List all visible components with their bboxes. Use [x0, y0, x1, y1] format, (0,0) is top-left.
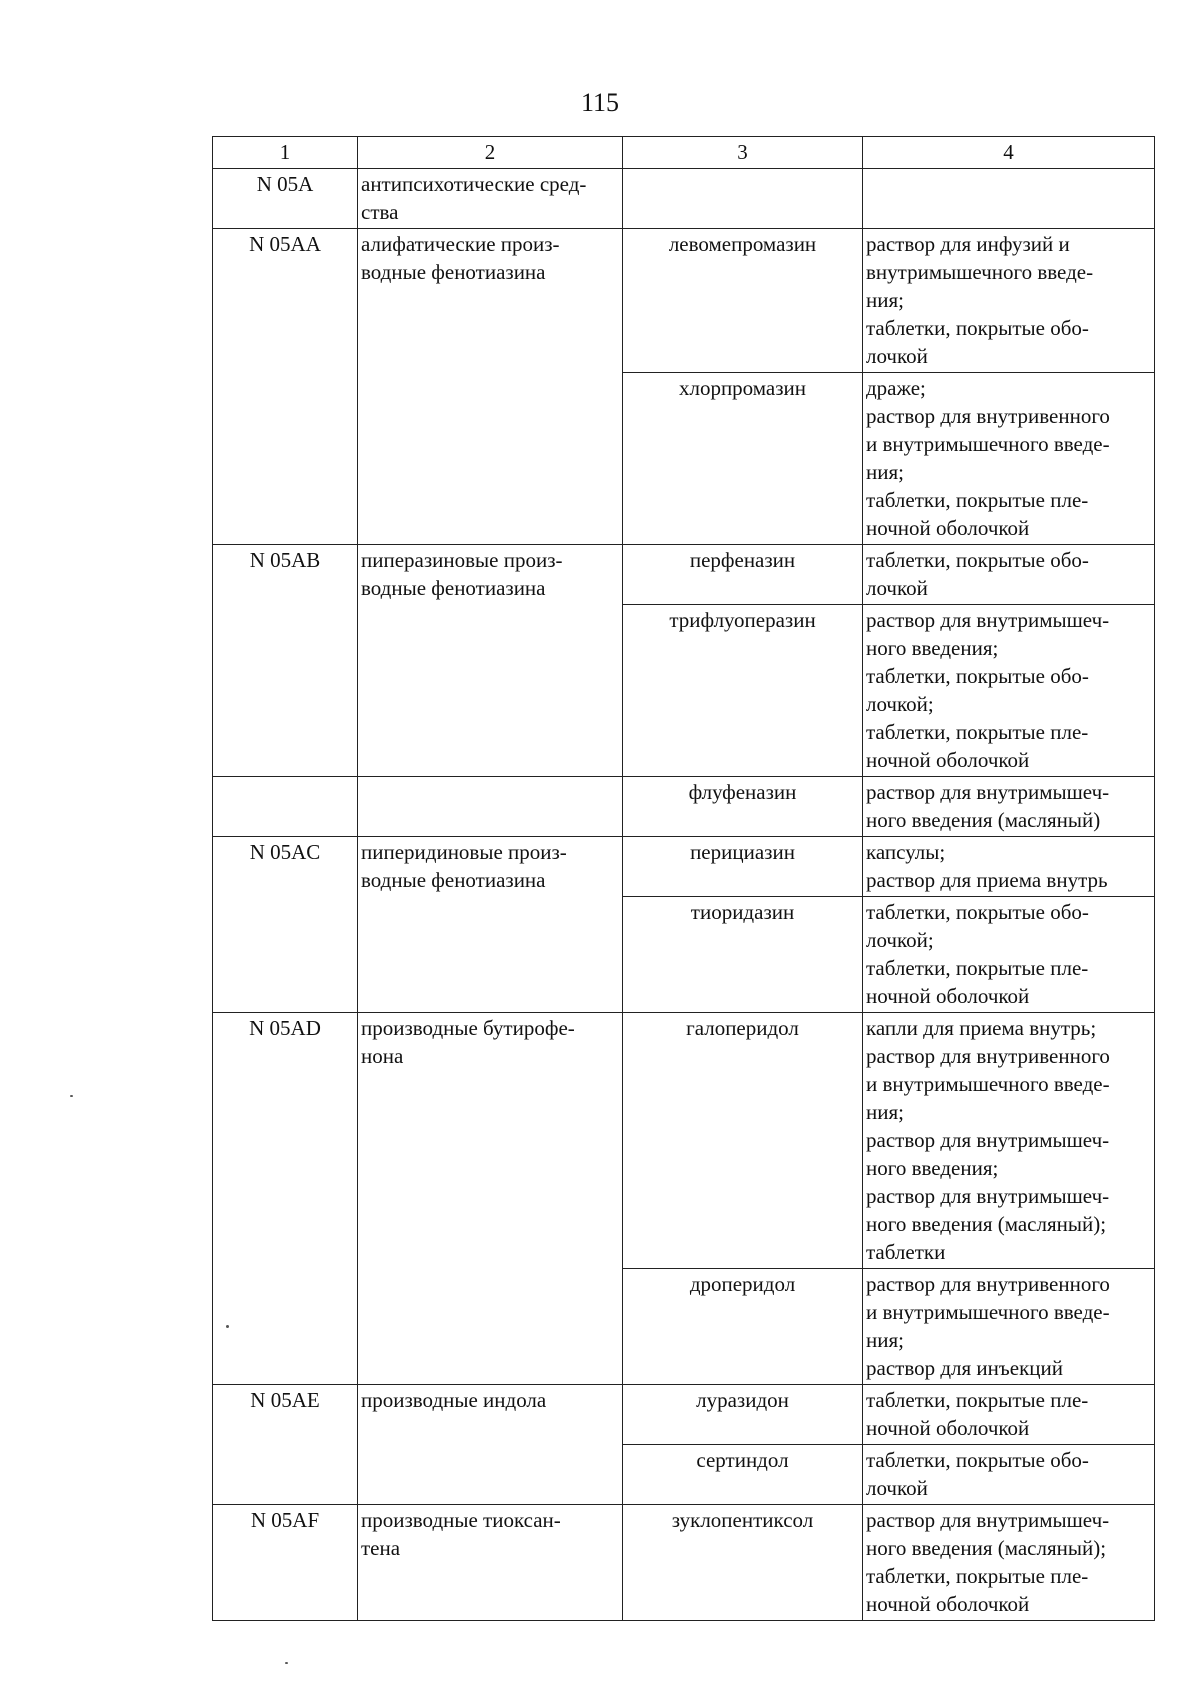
form-line: и внутримышечного введе-	[866, 1300, 1110, 1324]
group-line: нона	[361, 1044, 404, 1068]
form-line: раствор для внутримышеч-	[866, 1184, 1110, 1208]
atc-code: N 05AD	[213, 1013, 358, 1385]
form-line: таблетки, покрытые обо-	[866, 548, 1089, 572]
form-line: раствор для внутривенного	[866, 1272, 1110, 1296]
group-line: пиперидиновые произ-	[361, 840, 567, 864]
form-line: раствор для внутримышеч-	[866, 1508, 1110, 1532]
atc-code: N 05AE	[213, 1385, 358, 1505]
form-line: таблетки, покрытые обо-	[866, 316, 1089, 340]
atc-code	[213, 777, 358, 837]
form-line: лочкой;	[866, 928, 934, 952]
drug-name: левомепромазин	[623, 229, 863, 373]
form-line: раствор для внутривенного	[866, 1044, 1110, 1068]
dosage-forms	[863, 1269, 1155, 1385]
header-row	[213, 137, 1155, 169]
table-row	[213, 1505, 1155, 1621]
scan-speck	[285, 1662, 288, 1664]
form-line: ния;	[866, 288, 904, 312]
group-line: пиперазиновые произ-	[361, 548, 563, 572]
form-line: таблетки, покрытые пле-	[866, 720, 1089, 744]
dosage-forms	[863, 1505, 1155, 1621]
drug-name: тиоридазин	[623, 897, 863, 1013]
form-line: драже;	[866, 376, 926, 400]
form-line: раствор для инъекций	[866, 1356, 1063, 1380]
atc-code: N 05AC	[213, 837, 358, 1013]
drug-name: зуклопентиксол	[623, 1505, 863, 1621]
scan-speck	[226, 1325, 229, 1328]
form-line: ния;	[866, 1100, 904, 1124]
form-line: таблетки, покрытые обо-	[866, 1448, 1089, 1472]
form-line: капсулы;	[866, 840, 946, 864]
group-line: водные фенотиазина	[361, 576, 546, 600]
dosage-forms	[863, 1013, 1155, 1269]
drug-name: перфеназин	[623, 545, 863, 605]
form-line: и внутримышечного введе-	[866, 432, 1110, 456]
drug-name	[623, 169, 863, 229]
form-line: ния;	[866, 460, 904, 484]
group-line: производные индола	[361, 1388, 547, 1412]
form-line: раствор для внутримышеч-	[866, 1128, 1110, 1152]
column-header: 1	[213, 137, 358, 169]
drug-name: флуфеназин	[623, 777, 863, 837]
form-line: и внутримышечного введе-	[866, 1072, 1110, 1096]
atc-code: N 05AF	[213, 1505, 358, 1621]
form-line: лочкой;	[866, 692, 934, 716]
dosage-forms	[863, 605, 1155, 777]
form-line: ночной оболочкой	[866, 1592, 1030, 1616]
form-line: таблетки, покрытые пле-	[866, 1564, 1089, 1588]
form-line: внутримышечного введе-	[866, 260, 1094, 284]
table-row	[213, 1013, 1155, 1269]
group-line: антипсихотические сред-	[361, 172, 587, 196]
table-row	[213, 777, 1155, 837]
dosage-forms	[863, 169, 1155, 229]
form-line: лочкой	[866, 1476, 928, 1500]
group-name	[358, 229, 623, 545]
column-header: 3	[623, 137, 863, 169]
form-line: раствор для внутримышеч-	[866, 780, 1110, 804]
group-name	[358, 777, 623, 837]
form-line: ного введения (масляный);	[866, 1212, 1107, 1236]
form-line: таблетки, покрытые пле-	[866, 1388, 1089, 1412]
dosage-forms	[863, 1445, 1155, 1505]
dosage-forms	[863, 1385, 1155, 1445]
page-number: 115	[580, 88, 620, 117]
group-line: тена	[361, 1536, 401, 1560]
scan-speck	[70, 1095, 73, 1097]
dosage-forms	[863, 777, 1155, 837]
form-line: лочкой	[866, 576, 928, 600]
form-line: ния;	[866, 1328, 904, 1352]
form-line: раствор для приема внутрь	[866, 868, 1108, 892]
form-line: ного введения (масляный)	[866, 808, 1101, 832]
form-line: раствор для внутримышеч-	[866, 608, 1110, 632]
form-line: лочкой	[866, 344, 928, 368]
atc-code: N 05AB	[213, 545, 358, 777]
form-line: таблетки, покрытые обо-	[866, 664, 1089, 688]
dosage-forms	[863, 545, 1155, 605]
form-line: ночной оболочкой	[866, 984, 1030, 1008]
group-line: производные бутирофе-	[361, 1016, 575, 1040]
form-line: таблетки, покрытые пле-	[866, 488, 1089, 512]
column-header: 4	[863, 137, 1155, 169]
group-name	[358, 837, 623, 1013]
form-line: ного введения (масляный);	[866, 1536, 1107, 1560]
group-name	[358, 1505, 623, 1621]
form-line: ного введения;	[866, 636, 999, 660]
form-line: ночной оболочкой	[866, 748, 1030, 772]
drug-name: луразидон	[623, 1385, 863, 1445]
form-line: таблетки	[866, 1240, 946, 1264]
group-line: водные фенотиазина	[361, 868, 546, 892]
form-line: таблетки, покрытые пле-	[866, 956, 1089, 980]
table-row	[213, 1385, 1155, 1445]
dosage-forms	[863, 837, 1155, 897]
table-row	[213, 545, 1155, 605]
group-name	[358, 1385, 623, 1505]
dosage-forms	[863, 897, 1155, 1013]
group-line: производные тиоксан-	[361, 1508, 561, 1532]
drug-name: сертиндол	[623, 1445, 863, 1505]
dosage-forms	[863, 373, 1155, 545]
group-line: водные фенотиазина	[361, 260, 546, 284]
drug-name: трифлуоперазин	[623, 605, 863, 777]
group-name	[358, 545, 623, 777]
atc-code: N 05A	[213, 169, 358, 229]
form-line: ночной оболочкой	[866, 516, 1030, 540]
drug-table	[212, 136, 1155, 1621]
atc-code: N 05AA	[213, 229, 358, 545]
column-header: 2	[358, 137, 623, 169]
drug-name: дроперидол	[623, 1269, 863, 1385]
form-line: ного введения;	[866, 1156, 999, 1180]
group-line: ства	[361, 200, 399, 224]
table-row	[213, 229, 1155, 373]
group-name	[358, 1013, 623, 1385]
table-row	[213, 837, 1155, 897]
drug-name: перициазин	[623, 837, 863, 897]
group-line: алифатические произ-	[361, 232, 560, 256]
form-line: раствор для внутривенного	[866, 404, 1110, 428]
table-row	[213, 169, 1155, 229]
form-line: ночной оболочкой	[866, 1416, 1030, 1440]
form-line: таблетки, покрытые обо-	[866, 900, 1089, 924]
group-name	[358, 169, 623, 229]
dosage-forms	[863, 229, 1155, 373]
form-line: капли для приема внутрь;	[866, 1016, 1097, 1040]
form-line: раствор для инфузий и	[866, 232, 1070, 256]
drug-name: галоперидол	[623, 1013, 863, 1269]
drug-name: хлорпромазин	[623, 373, 863, 545]
